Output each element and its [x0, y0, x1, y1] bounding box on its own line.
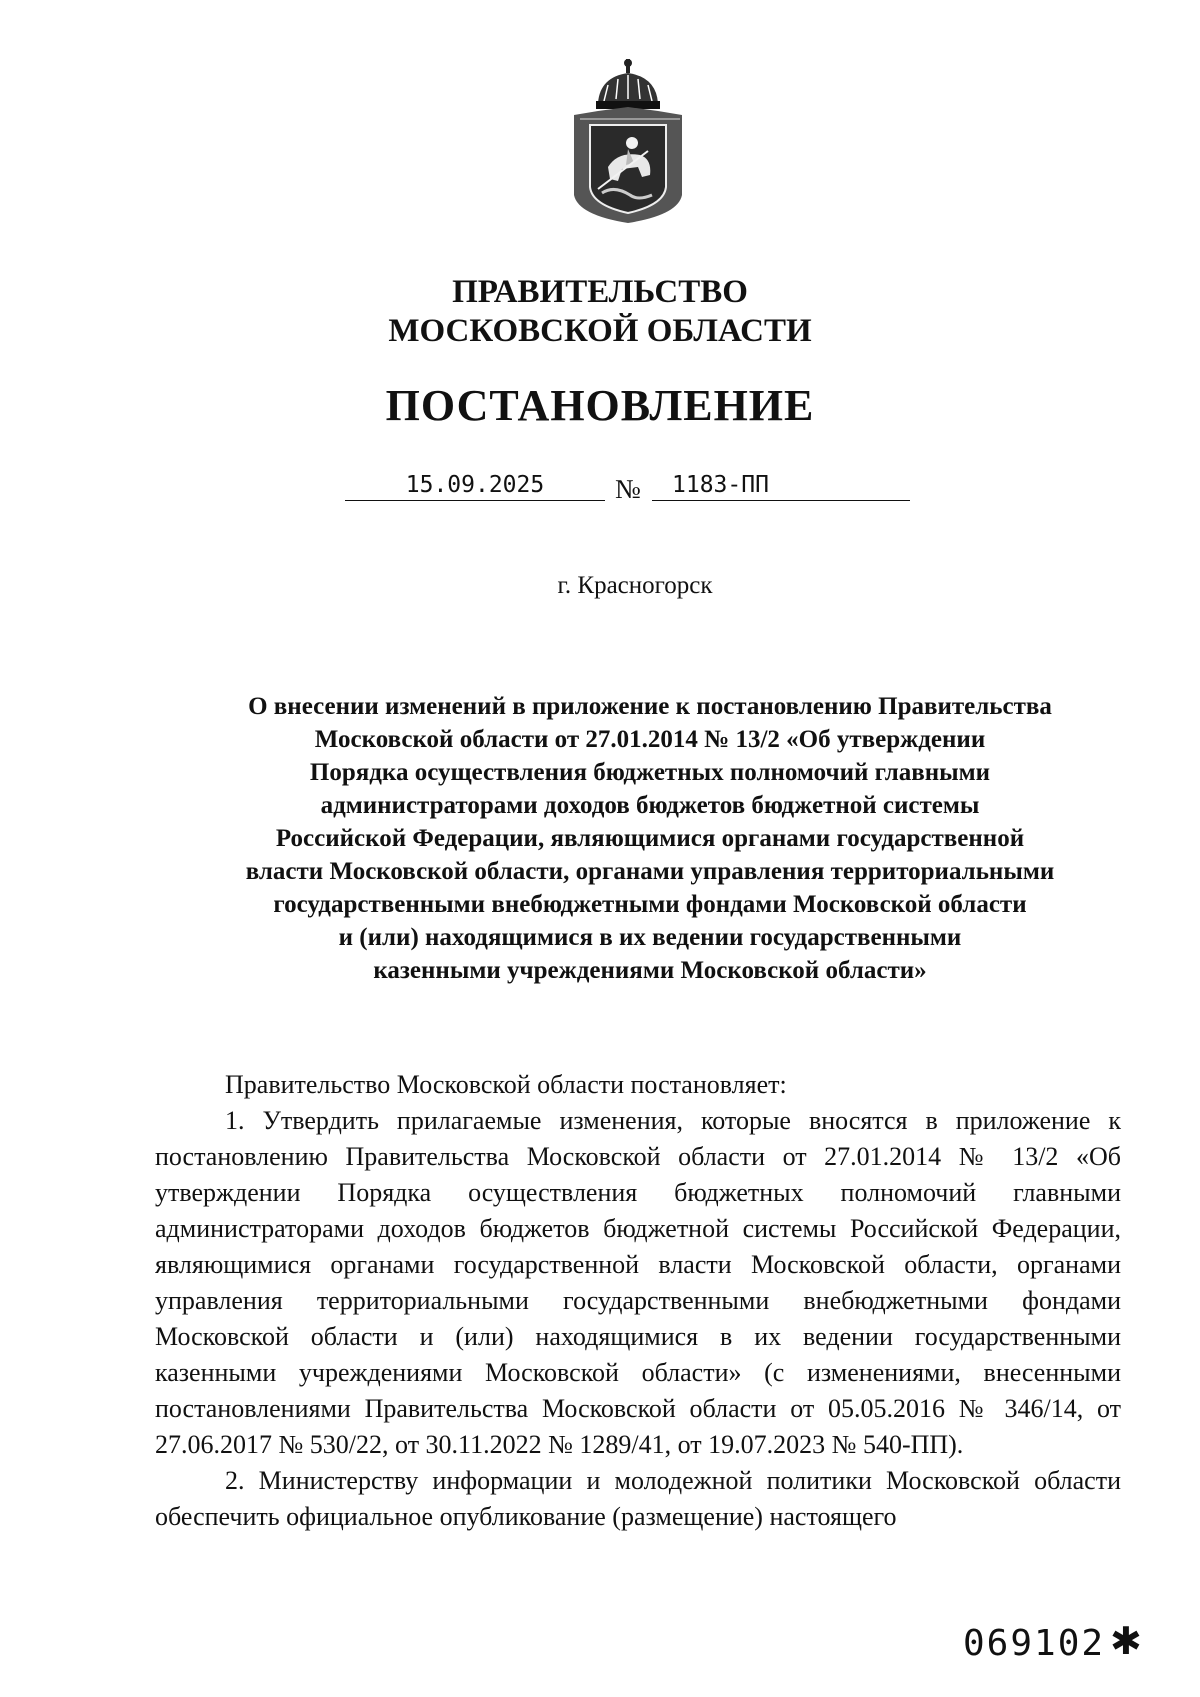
subject-line: Порядка осуществления бюджетных полномочий главными	[309, 759, 991, 786]
paragraph-1: 1. Утвердить прилагаемые изменения, которые вносятся в приложение к постановлению Правительства Московской области от 27.01.2014 № 13/2 «Об утверждении Порядка осуществления бюджетных полномочий главными администраторами доходов бюджетов бюджетной системы Российской Федерации, являющимися органами государственной власти Московской области, органами управления территориальными государственными внебюджетными фондами Московской области и (или) находящимися в их ведении государственными казенными учреждениями Московской области» (с изменениями, внесенными постановлениями Правительства Московской области от 05.05.2016 № 346/14, от 27.06.2017 № 530/22, от 30.11.2022 № 1289/41, от 19.07.2023 № 540-ПП).	[155, 1106, 1121, 1459]
coat-of-arms-icon	[568, 55, 688, 225]
subject-line: О внесении изменений в приложение к постановлению Правительства	[248, 693, 1052, 720]
subject-line: Российской Федерации, являющимися органами государственной	[275, 825, 1025, 852]
serial-number: 069102	[963, 1623, 1106, 1664]
subject-line: и (или) находящимися в их ведении государственными	[338, 924, 962, 951]
date-field	[345, 470, 605, 501]
number-field	[652, 470, 910, 501]
paragraph-2: 2. Министерству информации и молодежной политики Московской области обеспечить официальное опубликование (размещение) настоящего	[155, 1466, 1121, 1531]
city: г. Красногорск	[557, 572, 713, 599]
government-name	[0, 273, 1200, 351]
subject-line: государственными внебюджетными фондами Московской области	[273, 891, 1027, 918]
document-type: ПОСТАНОВЛЕНИЕ	[385, 381, 815, 430]
asterisk-mark: ✱	[1110, 1619, 1142, 1663]
government-name-line: МОСКОВСКОЙ ОБЛАСТИ	[388, 313, 812, 349]
number-sign: №	[615, 474, 641, 504]
subject-line: власти Московской области, органами управления территориальными	[245, 858, 1055, 885]
subject-line: администраторами доходов бюджетов бюджетной системы	[320, 792, 980, 819]
document-date: 15.09.2025	[405, 472, 545, 498]
government-name-line: ПРАВИТЕЛЬСТВО	[452, 274, 748, 310]
document-subject	[180, 690, 1120, 987]
document-number: 1183-ПП	[672, 472, 769, 498]
document-body	[155, 1067, 1121, 1535]
subject-line: казенными учреждениями Московской области»	[373, 957, 927, 984]
preamble: Правительство Московской области постановляет:	[225, 1070, 787, 1099]
subject-line: Московской области от 27.01.2014 № 13/2 «Об утверждении	[314, 726, 986, 753]
